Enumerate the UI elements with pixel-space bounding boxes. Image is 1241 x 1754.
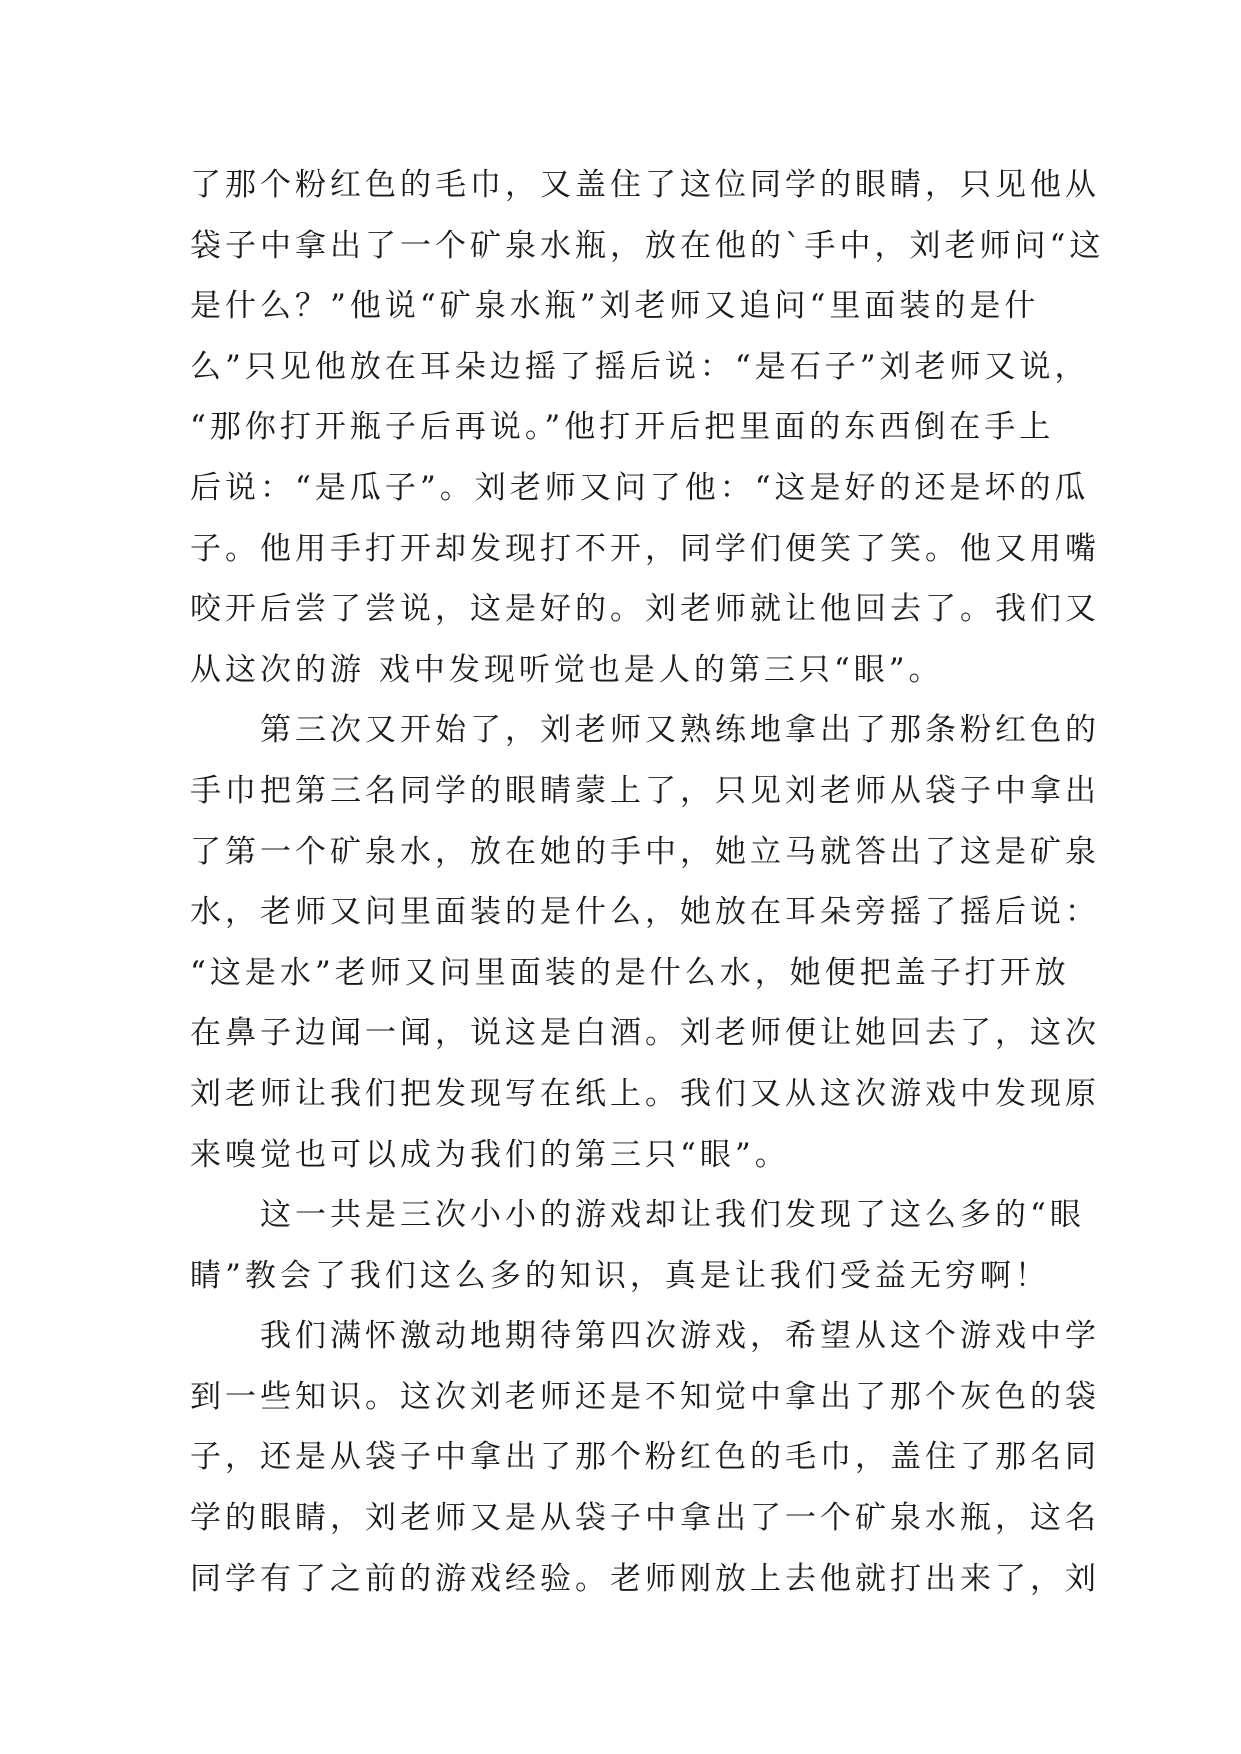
text-line: 袋子中拿出了一个矿泉水瓶，放在他的`手中，刘老师问“这 xyxy=(190,227,1105,264)
text-line: 刘老师让我们把发现写在纸上。我们又从这次游戏中发现原 xyxy=(190,1075,1100,1112)
text-line: 子，还是从袋子中拿出了那个粉红色的毛巾，盖住了那名同 xyxy=(190,1439,1100,1476)
text-line: 是什么？”他说“矿泉水瓶”刘老师又追问“里面装的是什 xyxy=(190,288,1040,325)
text-line: 咬开后尝了尝说，这是好的。刘老师就让他回去了。我们又 xyxy=(190,591,1100,628)
text-line: 第三次又开始了，刘老师又熟练地拿出了那条粉红色的 xyxy=(190,712,1100,749)
text-line: “这是水”老师又问里面装的是什么水，她便把盖子打开放 xyxy=(190,954,1070,991)
text-line: 水，老师又问里面装的是什么，她放在耳朵旁摇了摇后说： xyxy=(190,894,1100,931)
text-line: 来嗅觉也可以成为我们的第三只“眼”。 xyxy=(190,1136,790,1173)
text-line: 这一共是三次小小的游戏却让我们发现了这么多的“眼 xyxy=(190,1197,1085,1234)
text-line: 睛”教会了我们这么多的知识，真是让我们受益无穷啊！ xyxy=(190,1257,1050,1294)
text-line: 手巾把第三名同学的眼睛蒙上了，只见刘老师从袋子中拿出 xyxy=(190,772,1100,809)
text-line: 我们满怀激动地期待第四次游戏，希望从这个游戏中学 xyxy=(190,1318,1100,1355)
text-line: 了那个粉红色的毛巾，又盖住了这位同学的眼睛，只见他从 xyxy=(190,167,1100,203)
text-line: 么”只见他放在耳朵边摇了摇后说：“是石子”刘老师又说， xyxy=(190,348,1090,385)
text-line: 从这次的游 戏中发现听觉也是人的第三只“眼”。 xyxy=(190,651,944,688)
text-line: 子。他用手打开却发现打不开，同学们便笑了笑。他又用嘴 xyxy=(190,530,1100,567)
text-line: 在鼻子边闻一闻，说这是白酒。刘老师便让她回去了，这次 xyxy=(190,1015,1100,1052)
text-line: 学的眼睛，刘老师又是从袋子中拿出了一个矿泉水瓶，这名 xyxy=(190,1500,1100,1537)
text-line: 后说：“是瓜子”。刘老师又问了他：“这是好的还是坏的瓜 xyxy=(190,469,1090,506)
text-line: 了第一个矿泉水，放在她的手中，她立马就答出了这是矿泉 xyxy=(190,833,1100,870)
text-line: 同学有了之前的游戏经验。老师刚放上去他就打出来了，刘 xyxy=(190,1560,1100,1597)
body-text xyxy=(190,155,1105,1609)
text-line: 到一些知识。这次刘老师还是不知觉中拿出了那个灰色的袋 xyxy=(190,1378,1100,1415)
text-line: “那你打开瓶子后再说。”他打开后把里面的东西倒在手上 xyxy=(190,409,1055,446)
